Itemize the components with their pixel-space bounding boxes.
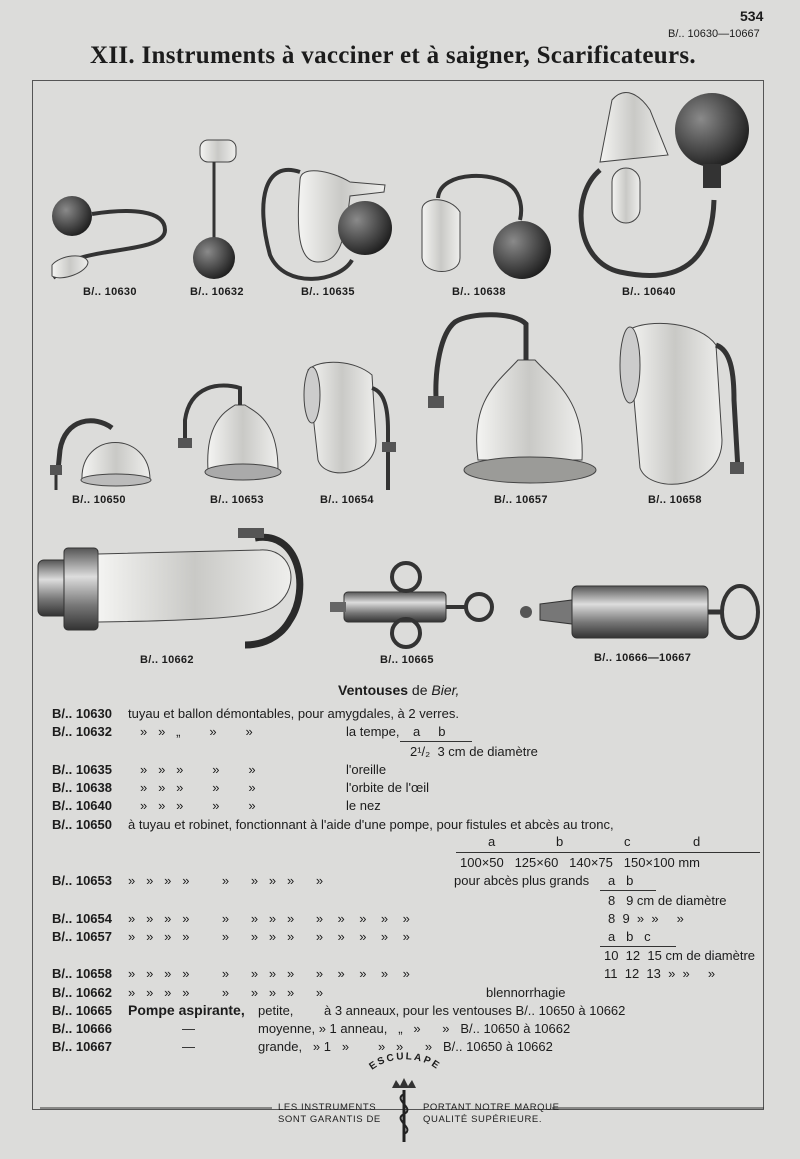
ref-10665: B/.. 10665 [52,1003,112,1018]
section-heading-name: Bier, [431,682,460,698]
cup-10658-illustration [620,323,744,484]
cup-10630-illustration [52,196,165,278]
cup-10654-illustration [304,362,396,490]
figure-label-10640: B/.. 10640 [622,286,676,298]
desc-10650: à tuyau et robinet, fonctionnant à l'aide d'une pompe, pour fistules et abcès au tronc, [128,817,614,832]
ref-10650: B/.. 10650 [52,817,112,832]
desc-10667: grande, » 1 » » » » B/.. 10650 à 10662 [258,1039,553,1054]
vals-10653: 8 9 cm de diamètre [608,893,727,908]
col-a-10650: a [488,834,496,849]
pump-10665-illustration [330,563,492,647]
figure-label-10653: B/.. 10653 [210,494,264,506]
ditto-10653: » » » » » » » » » [128,873,324,888]
ref-10662: B/.. 10662 [52,985,112,1000]
ref-10658: B/.. 10658 [52,966,112,981]
ditto-10638: » » » » » [140,780,256,795]
ref-10667: B/.. 10667 [52,1039,112,1054]
desc-10666: moyenne, » 1 anneau, „ » » B/.. 10650 à 10662 [258,1021,571,1036]
rule-10657 [600,946,676,947]
desc-10665: à 3 anneaux, pour les ventouses B/.. 10650 à 10662 [324,1003,626,1018]
ditto-10635: » » » » » [140,762,256,777]
desc-10635: l'oreille [346,762,387,777]
cup-10632-illustration [193,140,236,279]
cup-10657-illustration [428,315,596,483]
ref-10630: B/.. 10630 [52,706,112,721]
dash-10666: — [182,1021,195,1036]
ditto-10640: » » » » » [140,798,256,813]
figure-label-10632: B/.. 10632 [190,286,244,298]
cup-10638-illustration [422,176,551,279]
dash-10667: — [182,1039,195,1054]
footer-right [423,1102,560,1126]
figure-label-10665: B/.. 10665 [380,654,434,666]
ditto-10658: » » » » » » » » » » » » » [128,966,410,981]
cols-10657: a b c [608,929,651,944]
figure-label-10635: B/.. 10635 [301,286,355,298]
desc-10662: blennorrhagie [486,985,566,1000]
ref-10653: B/.. 10653 [52,873,112,888]
rule-10632 [400,741,472,742]
figure-label-10630: B/.. 10630 [83,286,137,298]
footer-right-line2: QUALITÉ SUPÉRIEURE. [423,1114,543,1125]
ditto-10662: » » » » » » » » » [128,985,324,1000]
cols-10632: a b [413,724,446,739]
footer-right-line1: PORTANT NOTRE MARQUE [423,1102,560,1113]
vals-10658: 11 12 13 » » » [604,966,716,981]
ditto-10632: » » „ » » [140,724,253,739]
cup-10635-illustration [263,170,392,279]
rule-10650 [456,852,760,853]
desc-10653: pour abcès plus grands [454,873,590,888]
section-heading-de: de [408,682,432,698]
col-b-10650: b [556,834,564,849]
rule-10653 [600,890,656,891]
figure-label-10638: B/.. 10638 [452,286,506,298]
ref-10654: B/.. 10654 [52,911,112,926]
ref-10635: B/.. 10635 [52,762,112,777]
vals-10654: 8 9 » » » [608,911,684,926]
col-d-10650: d [693,834,701,849]
figure-label-10650: B/.. 10650 [72,494,126,506]
desc-10638: l'orbite de l'œil [346,780,429,795]
ditto-10657: » » » » » » » » » » » » » [128,929,410,944]
figure-label-10662: B/.. 10662 [140,654,194,666]
col-c-10650: c [624,834,631,849]
figure-label-10657: B/.. 10657 [494,494,548,506]
desc-10630: tuyau et ballon démontables, pour amygdales, à 2 verres. [128,706,459,721]
vals-10657: 10 12 15 cm de diamètre [604,948,756,963]
desc-10632: la tempe, [346,724,400,739]
section-heading [338,682,459,698]
cup-10653-illustration [178,386,281,480]
cup-10640-illustration [581,93,749,276]
pump-heading: Pompe aspirante, [128,1002,245,1018]
page-range: B/.. 10630—10667 [668,28,760,40]
esculape-brand: ESCULAPE [367,1051,443,1073]
figure-label-10666-10667: B/.. 10666—10667 [594,652,692,664]
ref-10632: B/.. 10632 [52,724,112,739]
footer-left-line2: SONT GARANTIS DE [278,1114,381,1125]
vals-10632: 2¹/₂ 3 cm de diamètre [410,744,538,759]
page-number: 534 [740,8,764,24]
desc-10640: le nez [346,798,381,813]
page-title: XII. Instruments à vacciner et à saigner, Scarificateurs. [90,42,696,69]
figure-label-10654: B/.. 10654 [320,494,374,506]
ditto-10654: » » » » » » » » » » » » » [128,911,410,926]
footer-left [278,1102,381,1126]
cup-10662-illustration [38,528,300,645]
size-10665: petite, [258,1003,294,1018]
ref-10657: B/.. 10657 [52,929,112,944]
ref-10640: B/.. 10640 [52,798,112,813]
ref-10638: B/.. 10638 [52,780,112,795]
figure-label-10658: B/.. 10658 [648,494,702,506]
section-heading-bold: Ventouses [338,682,409,698]
cols-10653: a b [608,873,634,888]
pump-10666-10667-illustration [520,586,758,638]
cup-10650-illustration [50,421,151,490]
vals-10650: 100×50 125×60 140×75 150×100 mm [460,855,700,870]
footer-left-line1: LES INSTRUMENTS [278,1102,377,1113]
ref-10666: B/.. 10666 [52,1021,112,1036]
